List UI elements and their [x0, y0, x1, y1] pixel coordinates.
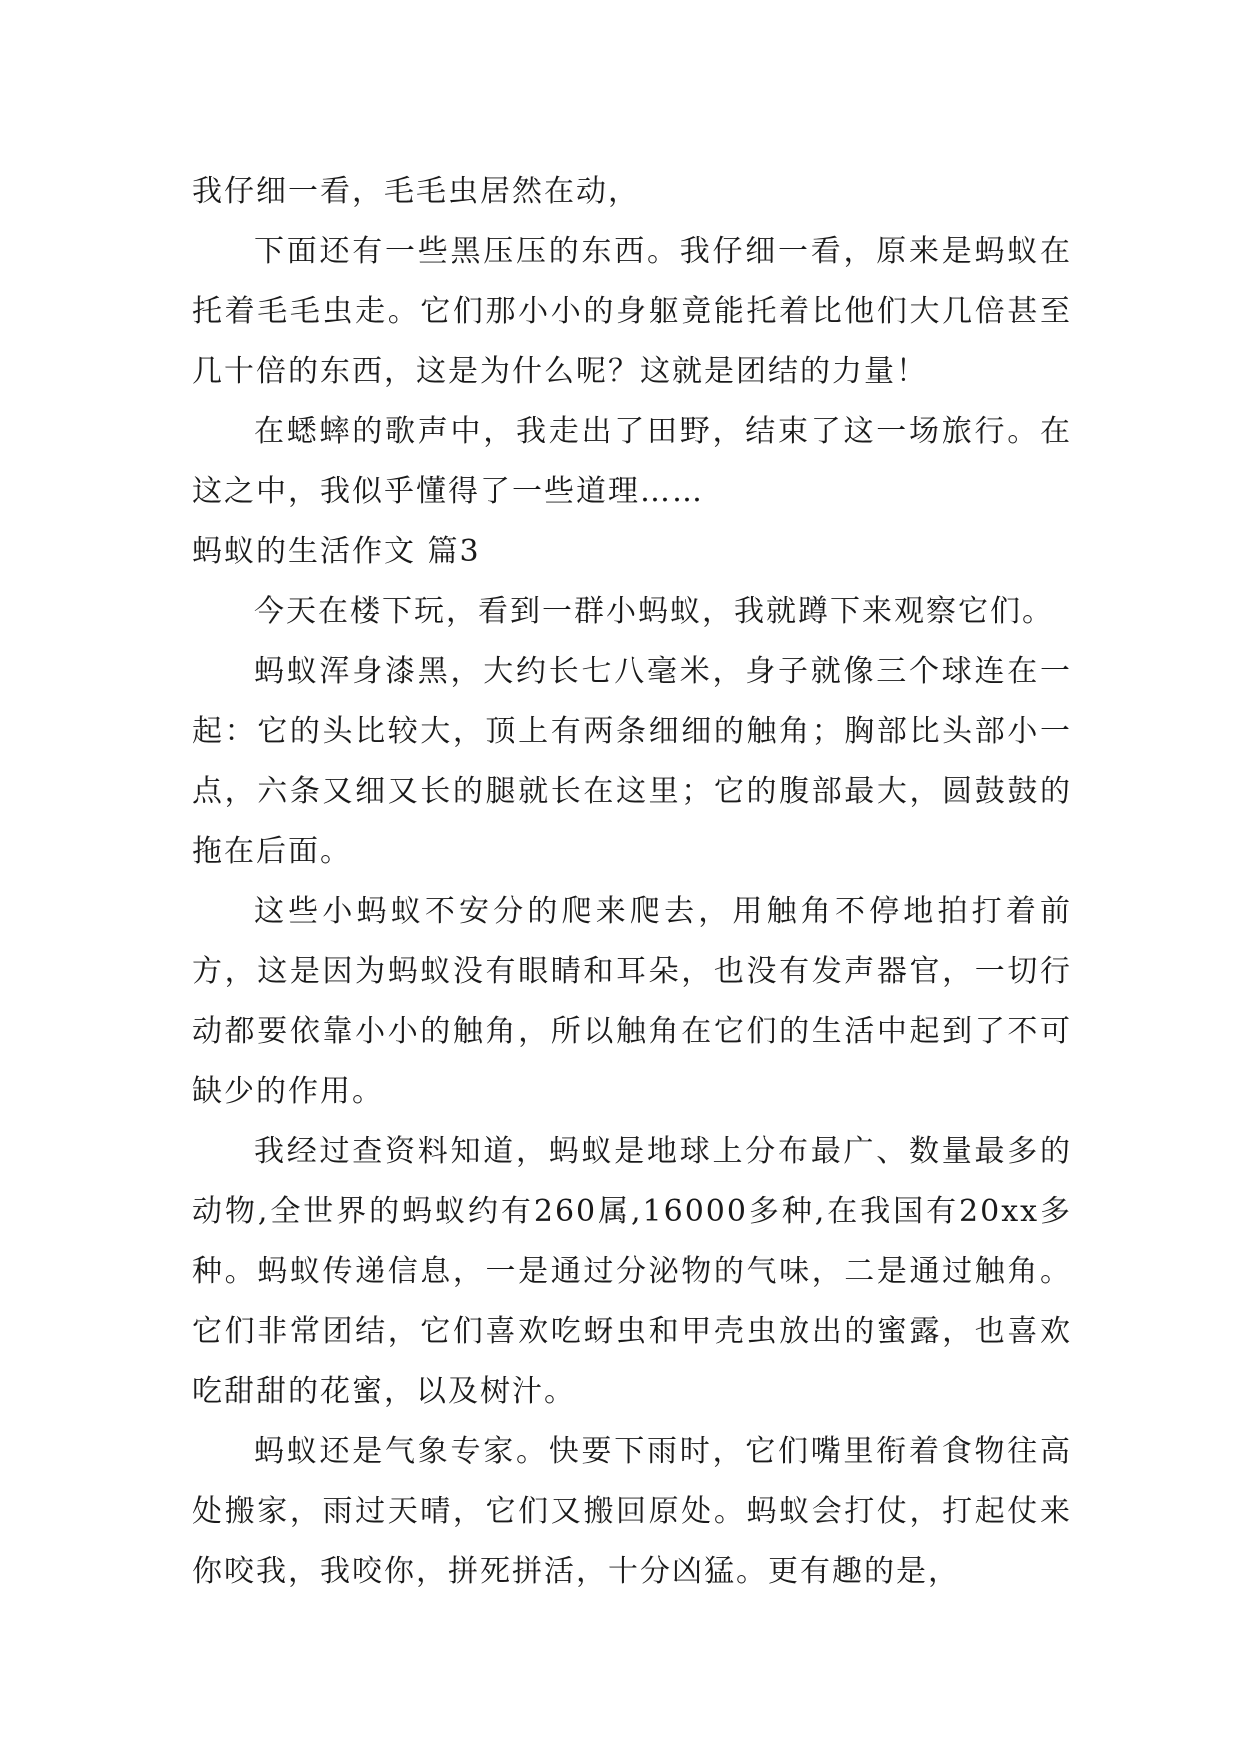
paragraph-ants-carrying: 下面还有一些黑压压的东西。我仔细一看，原来是蚂蚁在托着毛毛虫走。它们那小小的身躯竟能托着比他们大几倍甚至几十倍的东西，这是为什么呢？这就是团结的力量！ — [192, 234, 1072, 389]
paragraph-ant-appearance: 蚂蚁浑身漆黑，大约长七八毫米，身子就像三个球连在一起：它的头比较大，顶上有两条细细的触角；胸部比头部小一点，六条又细又长的腿就长在这里；它的腹部最大，圆鼓鼓的拖在后面。 — [192, 654, 1072, 869]
paragraph-ant-antennae: 这些小蚂蚁不安分的爬来爬去，用触角不停地拍打着前方，这是因为蚂蚁没有眼睛和耳朵，也没有发声器官，一切行动都要依靠小小的触角，所以触角在它们的生活中起到了不可缺少的作用。 — [192, 894, 1072, 1109]
paragraph-observing-ants: 今天在楼下玩，看到一群小蚂蚁，我就蹲下来观察它们。 — [254, 594, 1054, 629]
document-page — [192, 162, 1072, 1602]
paragraph-leaving-field: 在蟋蟀的歌声中，我走出了田野，结束了这一场旅行。在这之中，我似乎懂得了一些道理…… — [192, 414, 1072, 509]
section-heading: 蚂蚁的生活作文 篇3 — [192, 534, 481, 569]
paragraph-ant-weather: 蚂蚁还是气象专家。快要下雨时，它们嘴里衔着食物往高处搬家，雨过天晴，它们又搬回原处。蚂蚁会打仗，打起仗来你咬我，我咬你，拼死拼活，十分凶猛。更有趣的是， — [192, 1434, 1072, 1589]
paragraph-caterpillar-moving: 我仔细一看，毛毛虫居然在动， — [192, 174, 640, 209]
paragraph-ant-facts: 我经过查资料知道，蚂蚁是地球上分布最广、数量最多的动物,全世界的蚂蚁约有260属,16000多种,在我国有20xx多种。蚂蚁传递信息，一是通过分泌物的气味，二是通过触角。它们非常团结，它们喜欢吃蚜虫和甲壳虫放出的蜜露，也喜欢吃甜甜的花蜜，以及树汁。 — [192, 1134, 1072, 1409]
